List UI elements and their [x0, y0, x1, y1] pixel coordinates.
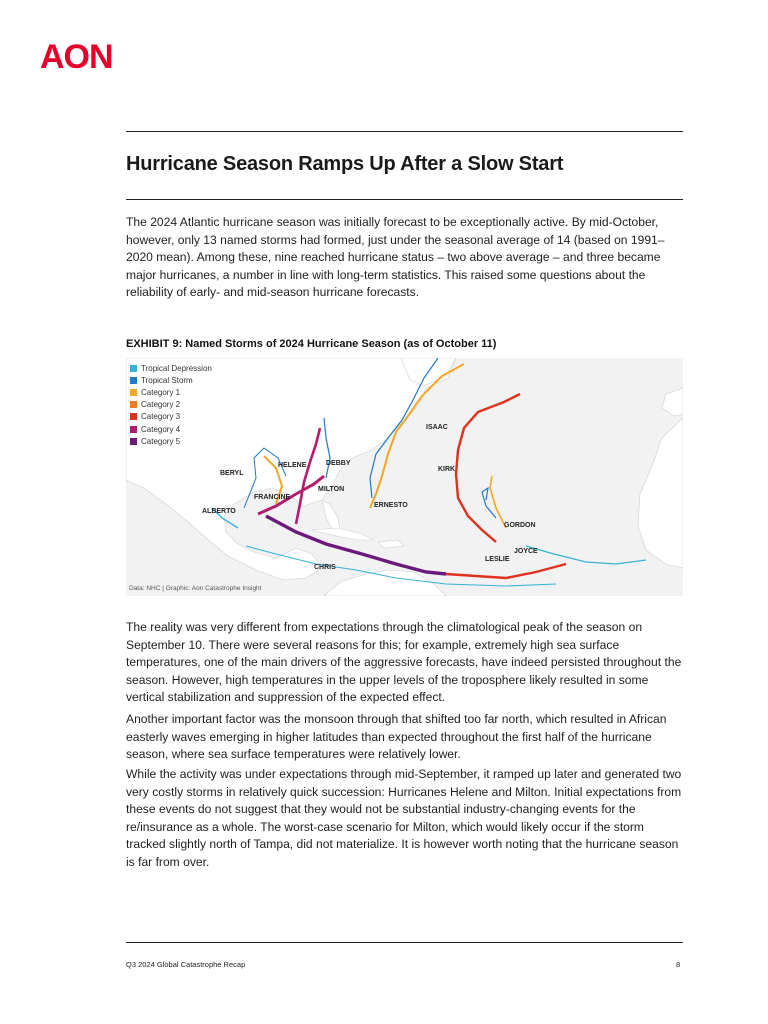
- page-title: Hurricane Season Ramps Up After a Slow Start: [126, 153, 564, 175]
- map-credit: Data: NHC | Graphic: Aon Catastrophe Insight: [129, 585, 262, 592]
- intro-paragraph: The 2024 Atlantic hurricane season was initially forecast to be exceptionally active. By mid-October, however, only 13 named storms had formed, just under the seasonal average of 14 (based on 1991–2020 mean). Among these, nine reached hurricane status – two above average – and three became major hurricanes, a number in line with long-term statistics. This raised some questions about the reliability of early- and mid-season hurricane forecasts.: [126, 215, 665, 300]
- storm-label-gordon: GORDON: [504, 522, 536, 529]
- body-paragraph-2: Another important factor was the monsoon through that shifted too far north, which resulted in African easterly waves emerging in higher latitudes than expected throughout the first half of the hurricane season, where sea surface temperatures were relatively lower.: [126, 712, 667, 762]
- body-paragraph-1: The reality was very different from expectations through the climatological peak of the season on September 10. There were several reasons for this; for example, extremely high sea surface temperatures, one of the main drivers of the aggressive forecasts, have indeed persisted throughout the season. However, high temperatures in the upper levels of the troposphere likely resulted in some vertical stabilization and suppression of the expected effect.: [126, 620, 682, 705]
- storm-label-alberto: ALBERTO: [202, 508, 236, 515]
- storm-label-joyce: JOYCE: [514, 548, 538, 555]
- top-rule: [126, 131, 683, 132]
- storm-label-beryl: BERYL: [220, 470, 244, 477]
- legend-item: Category 1: [130, 386, 212, 398]
- legend-item: Category 4: [130, 423, 212, 435]
- page-number: 8: [676, 960, 681, 969]
- body-paragraph-3: While the activity was under expectations through mid-September, it ramped up later and generated two very costly storms in relatively quick succession: Hurricanes Helene and Milton. Initial expectations from these events do not suggest that they would not be substantial industry-changing events for the re/insurance as a whole. The worst-case scenario for Milton, which would likely occur if the storm tracked slightly north of Tampa, did not materialize. It is however worth noting that the hurricane season is far from over.: [126, 767, 682, 869]
- aon-logo: AON: [40, 38, 113, 76]
- title-rule: [126, 199, 683, 200]
- storm-label-helene: HELENE: [278, 462, 307, 469]
- storm-label-milton: MILTON: [318, 486, 345, 493]
- legend-item: Tropical Storm: [130, 374, 212, 386]
- storm-label-ernesto: ERNESTO: [374, 502, 408, 509]
- legend-item: Category 2: [130, 399, 212, 411]
- legend-item: Category 3: [130, 411, 212, 423]
- footer-title: Q3 2024 Global Catastrophe Recap: [126, 960, 246, 969]
- map-legend: [130, 362, 212, 447]
- storm-label-kirk: KIRK: [438, 466, 456, 473]
- legend-item: Tropical Depression: [130, 362, 212, 374]
- storm-label-chris: CHRIS: [314, 564, 336, 571]
- footer-rule: [126, 942, 683, 943]
- storm-label-francine: FRANCINE: [254, 494, 291, 501]
- storm-label-isaac: ISAAC: [426, 424, 448, 431]
- storm-track-map: [126, 358, 683, 596]
- storm-label-leslie: LESLIE: [485, 556, 510, 563]
- storm-label-debby: DEBBY: [326, 460, 351, 467]
- exhibit-caption: EXHIBIT 9: Named Storms of 2024 Hurricane Season (as of October 11): [126, 338, 497, 350]
- legend-item: Category 5: [130, 435, 212, 447]
